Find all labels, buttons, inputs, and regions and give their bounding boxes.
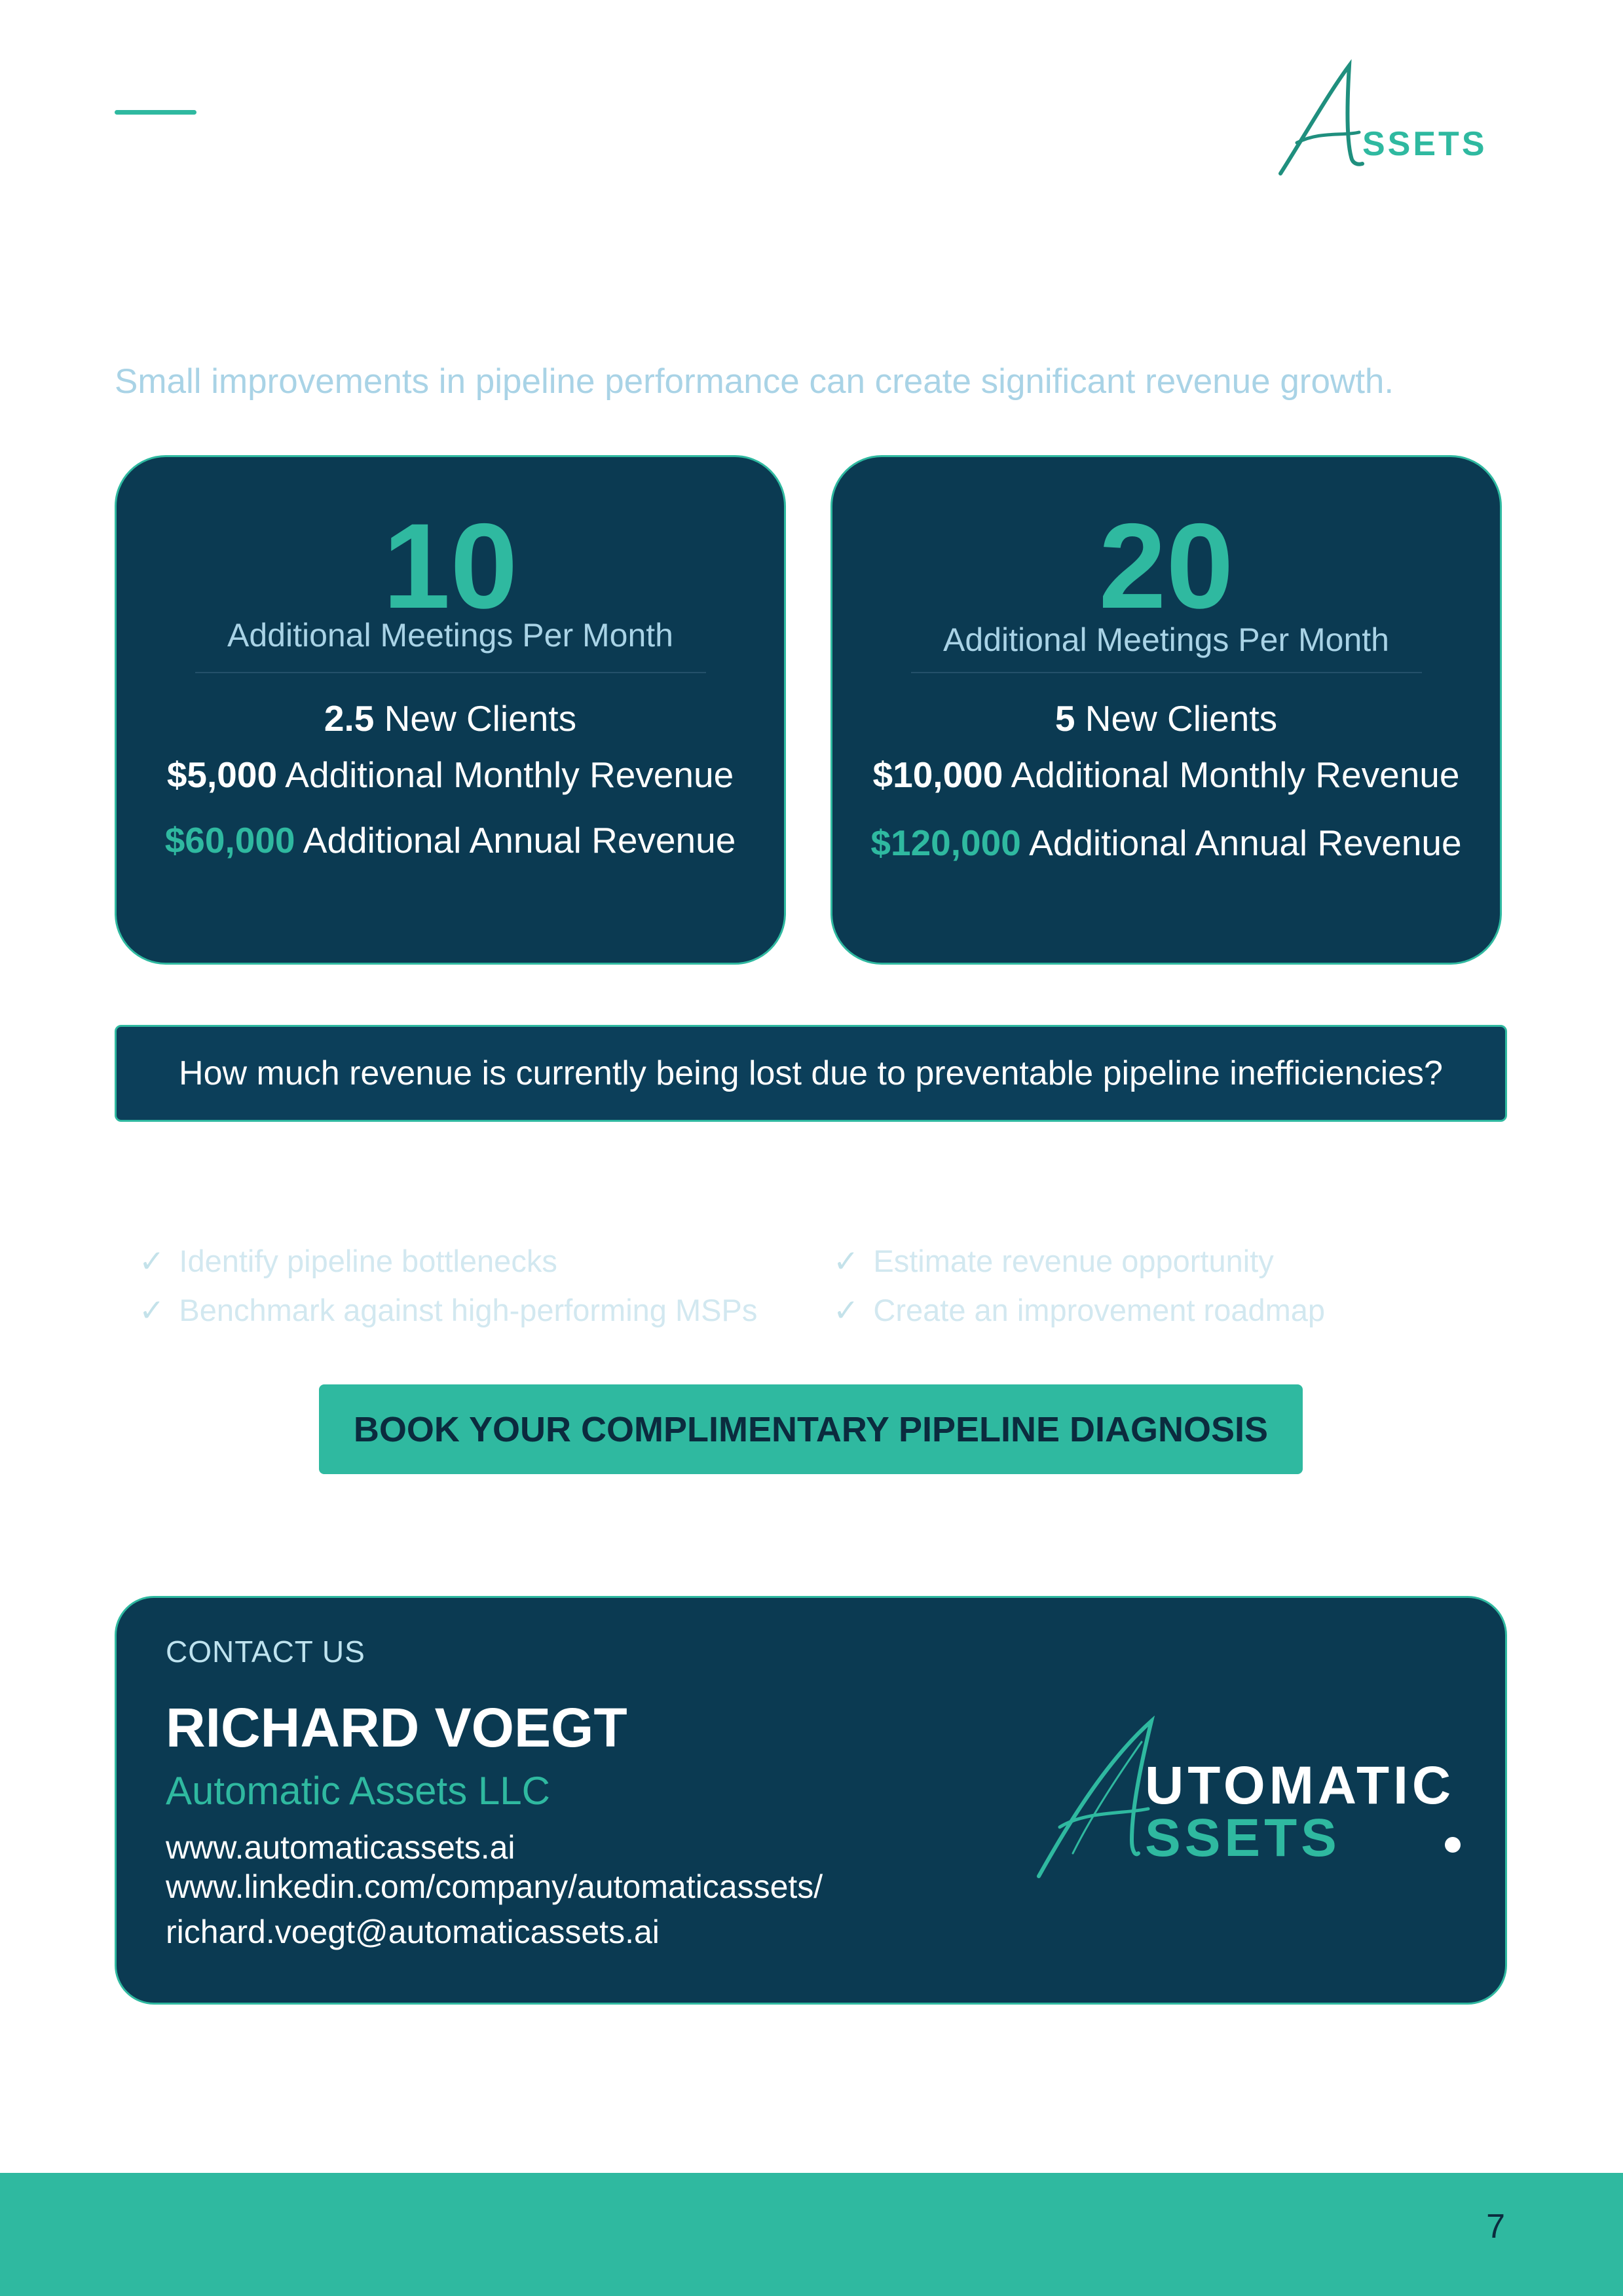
logo-text-line2: SSETS bbox=[1145, 1808, 1341, 1868]
linkedin-link[interactable]: www.linkedin.com/company/automaticassets/ bbox=[166, 1868, 823, 1905]
annual-value: $120,000 bbox=[870, 823, 1021, 863]
checklist-item: ✓ Identify pipeline bottlenecks bbox=[139, 1244, 557, 1278]
contact-company: Automatic Assets LLC bbox=[166, 1769, 550, 1813]
annual-label: Additional Annual Revenue bbox=[1029, 823, 1462, 863]
clients-line bbox=[117, 697, 784, 739]
card-divider bbox=[911, 672, 1422, 673]
annual-value: $60,000 bbox=[164, 820, 295, 861]
brand-logo-text: SSETS bbox=[1362, 125, 1487, 163]
meetings-subtitle: Additional Meetings Per Month bbox=[943, 621, 1389, 658]
monthly-line bbox=[832, 754, 1500, 796]
monthly-line bbox=[117, 754, 784, 796]
contact-label: CONTACT US bbox=[166, 1635, 365, 1669]
monthly-value: $5,000 bbox=[166, 754, 278, 795]
card-divider bbox=[195, 672, 706, 673]
company-logo bbox=[1034, 1716, 1453, 1886]
question-banner: How much revenue is currently being lost due to preventable pipeline inefficiencies? bbox=[115, 1025, 1507, 1122]
logo-text-line1: UTOMATIC bbox=[1145, 1756, 1455, 1815]
check-icon: ✓ bbox=[139, 1244, 165, 1278]
clients-label: New Clients bbox=[384, 698, 577, 739]
brand-logo bbox=[1274, 59, 1487, 183]
monthly-value: $10,000 bbox=[872, 754, 1003, 795]
website-link[interactable]: www.automaticassets.ai bbox=[166, 1829, 515, 1866]
meetings-number: 10 bbox=[382, 499, 518, 634]
clients-value: 5 bbox=[1054, 698, 1075, 739]
meetings-subtitle: Additional Meetings Per Month bbox=[227, 617, 673, 654]
annual-line bbox=[117, 819, 784, 861]
clients-line bbox=[832, 697, 1500, 739]
check-icon: ✓ bbox=[833, 1244, 859, 1278]
checklist-item: ✓ Estimate revenue opportunity bbox=[833, 1244, 1274, 1278]
email-link[interactable]: richard.voegt@automaticassets.ai bbox=[166, 1914, 660, 1950]
contact-card bbox=[115, 1596, 1507, 2005]
scenario-card-20 bbox=[830, 455, 1502, 965]
scenario-card-10 bbox=[115, 455, 786, 965]
check-icon: ✓ bbox=[833, 1293, 859, 1327]
accent-bar bbox=[115, 110, 196, 115]
book-diagnosis-button[interactable]: BOOK YOUR COMPLIMENTARY PIPELINE DIAGNOSIS bbox=[319, 1384, 1303, 1474]
contact-name: RICHARD VOEGT bbox=[166, 1697, 627, 1758]
annual-label: Additional Annual Revenue bbox=[303, 820, 736, 861]
monthly-label: Additional Monthly Revenue bbox=[1011, 754, 1460, 795]
checklist-item: ✓ Create an improvement roadmap bbox=[833, 1293, 1326, 1327]
page-number: 7 bbox=[1486, 2208, 1505, 2246]
monthly-label: Additional Monthly Revenue bbox=[285, 754, 734, 795]
annual-line bbox=[832, 822, 1500, 864]
meetings-number: 20 bbox=[1098, 499, 1234, 634]
check-icon: ✓ bbox=[139, 1293, 165, 1327]
checklist-item: ✓ Benchmark against high-performing MSPs bbox=[139, 1293, 758, 1327]
intro-text: Small improvements in pipeline performance can create significant revenue growth. bbox=[115, 362, 1394, 401]
clients-label: New Clients bbox=[1085, 698, 1278, 739]
footer-bar bbox=[0, 2173, 1623, 2296]
clients-value: 2.5 bbox=[324, 698, 375, 739]
brand-a-mark-icon bbox=[1274, 59, 1483, 183]
logo-dot bbox=[1445, 1837, 1461, 1853]
